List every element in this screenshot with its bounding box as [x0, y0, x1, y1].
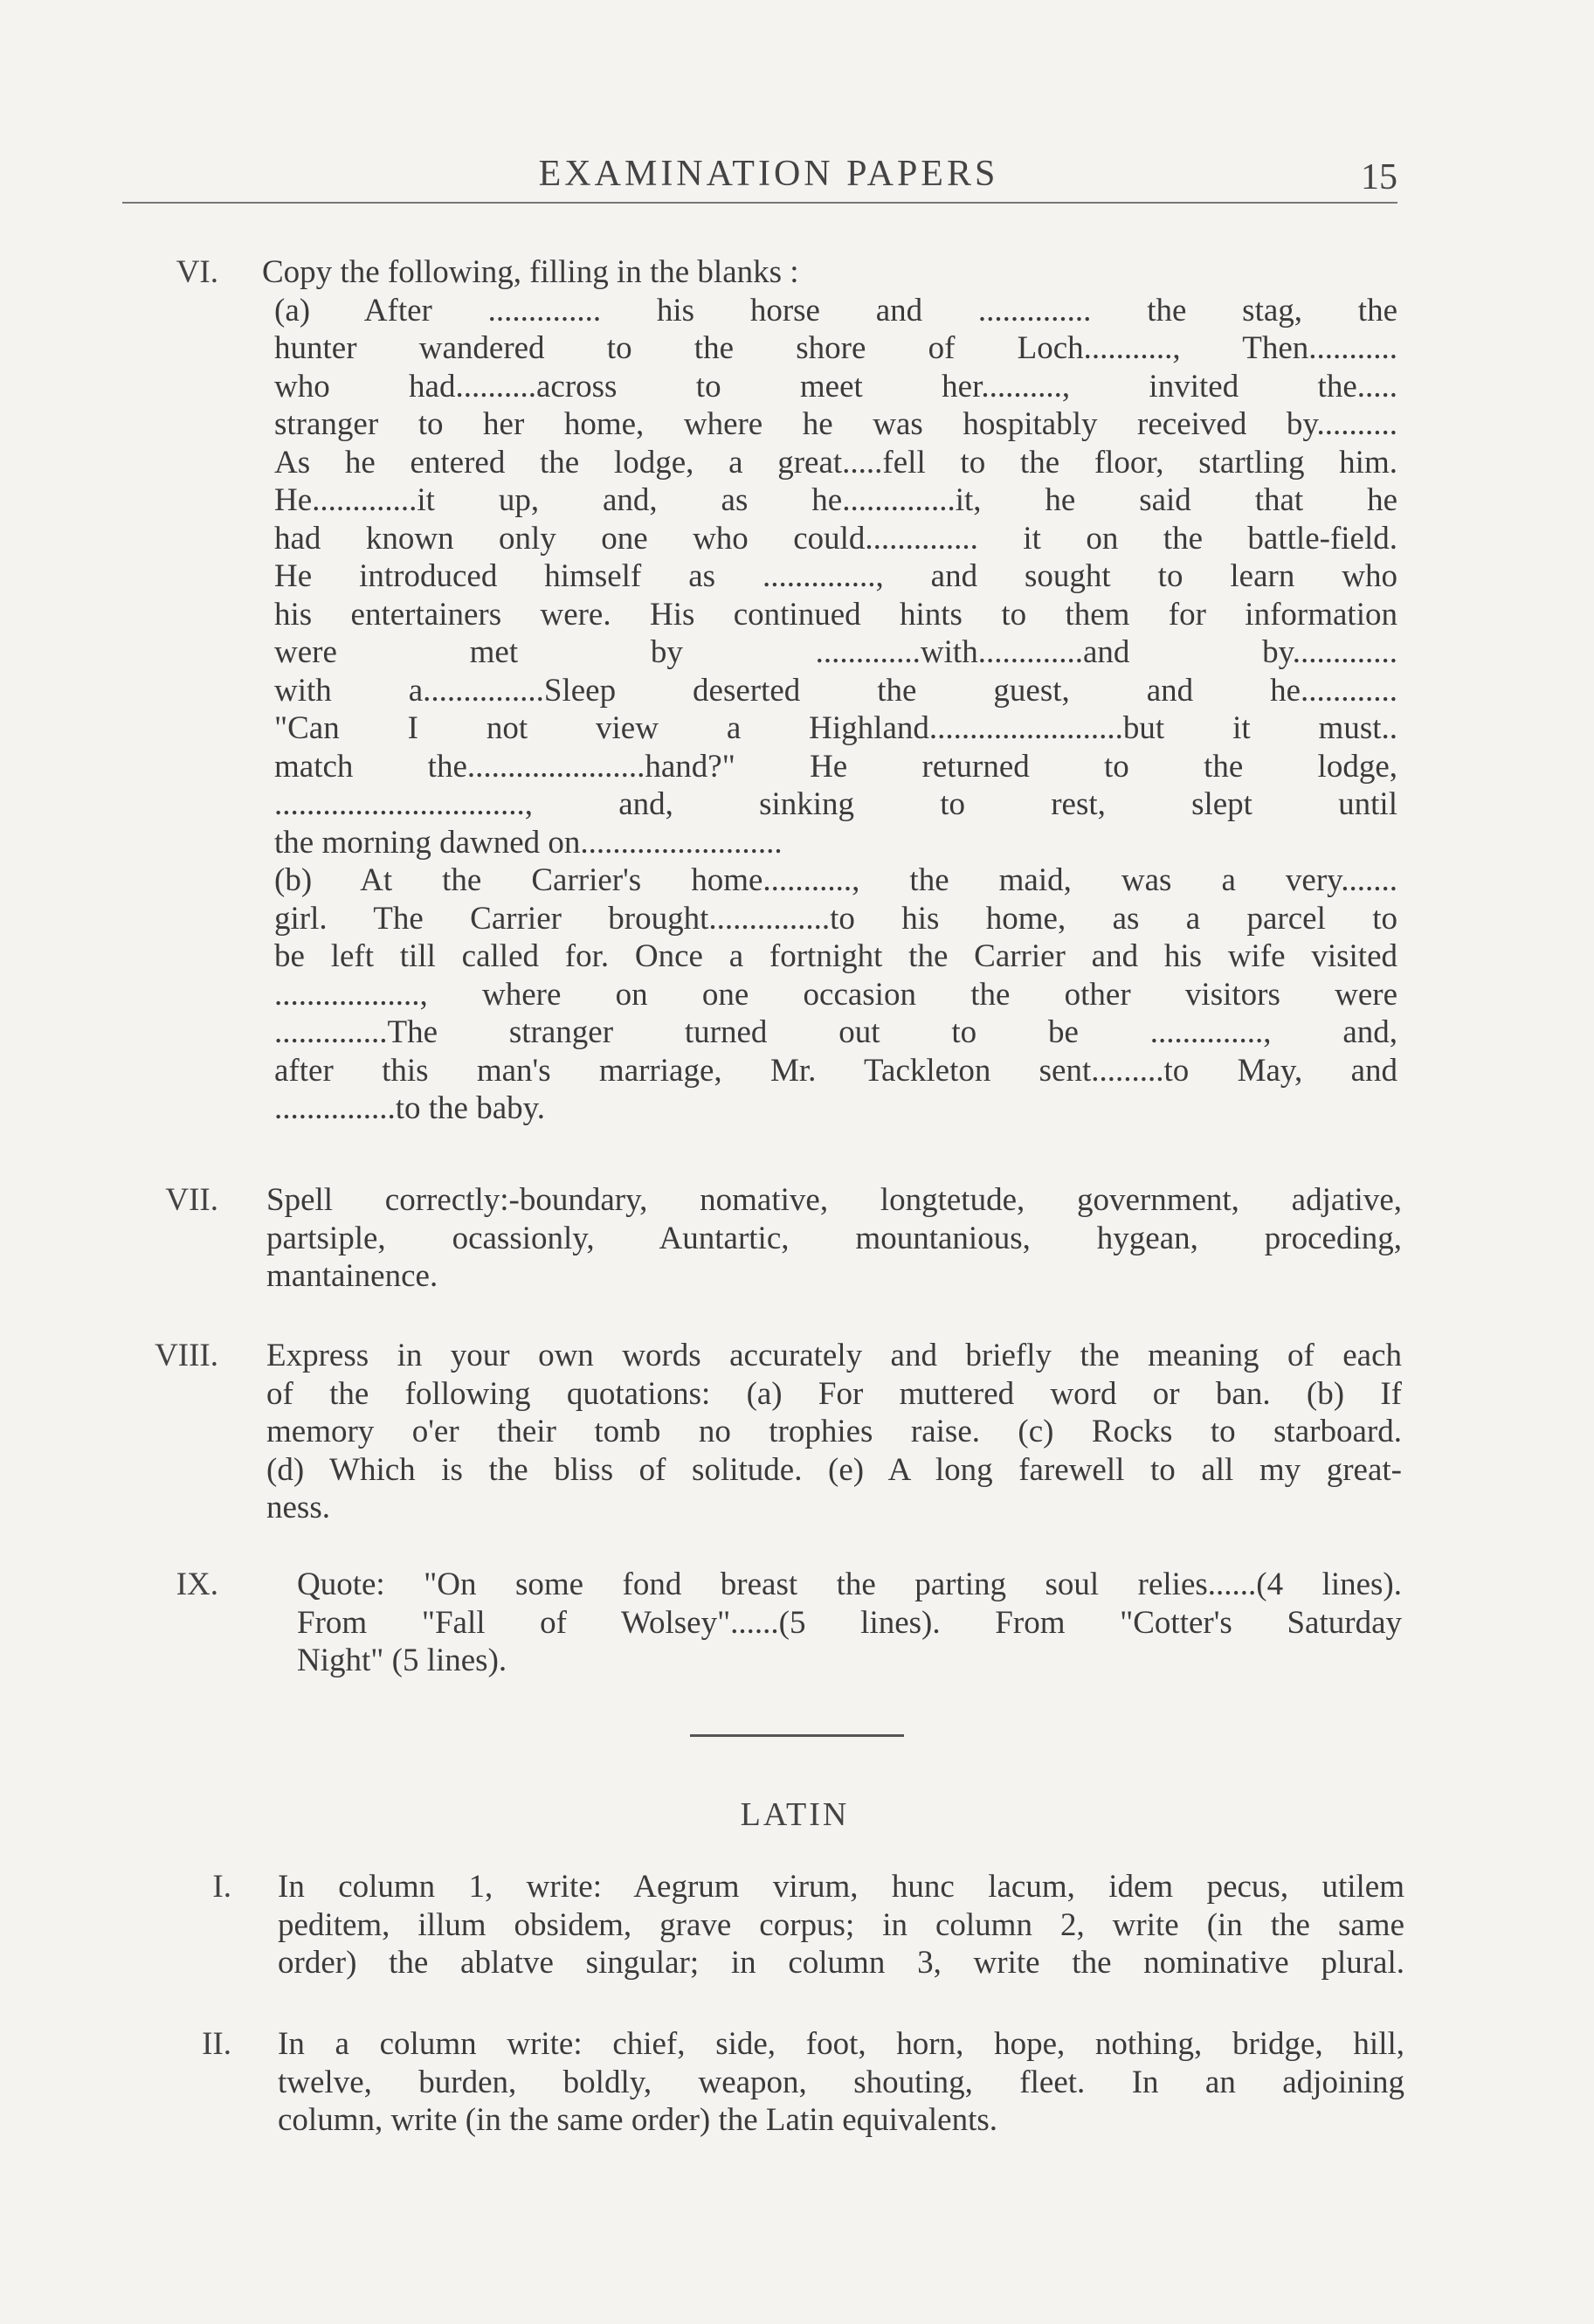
text-line: peditem, illum obsidem, grave corpus; in column 2, write (in the same [278, 1906, 1404, 1943]
question-vi-part-b [274, 861, 1397, 1128]
text-line: partsiple, ocassionly, Auntartic, mountanious, hygean, proceding, [266, 1220, 1402, 1256]
text-line: "Can I not view a Highland........................but it must.. [274, 710, 1397, 746]
text-line: stranger to her home, where he was hospitably received by.......... [274, 406, 1397, 442]
text-line: ness. [266, 1490, 330, 1525]
question-vi [262, 253, 1397, 1128]
question-number-ix: IX. [176, 1567, 218, 1602]
text-line: be left till called for. Once a fortnight the Carrier and his wife visited [274, 938, 1397, 974]
text-line: column, write (in the same order) the Latin equivalents. [278, 2102, 998, 2138]
text-line: Night" (5 lines). [297, 1643, 507, 1678]
text-line: match the......................hand?" He returned to the lodge, [274, 748, 1397, 785]
text-line: He introduced himself as .............., and sought to learn who [274, 558, 1397, 594]
latin-question-number-i: I. [212, 1869, 231, 1905]
text-line: girl. The Carrier brought...............to his home, as a parcel to [274, 900, 1397, 937]
latin-question-ii [278, 2025, 1404, 2140]
text-line: He.............it up, and, as he..............it, he said that he [274, 482, 1397, 518]
text-line: (d) Which is the bliss of solitude. (e) A long farewell to all my great- [266, 1451, 1402, 1488]
text-line: Spell correctly:-boundary, nomative, longtetude, government, adjative, [266, 1182, 1402, 1218]
text-line: with a...............Sleep deserted the guest, and he............ [274, 672, 1397, 709]
text-line: had known only one who could.............. it on the battle-field. [274, 520, 1397, 557]
section-title-latin: LATIN [740, 1796, 850, 1833]
text-line: In a column write: chief, side, foot, horn, hope, nothing, bridge, hill, [278, 2026, 1404, 2062]
text-line: his entertainers were. His continued hints to them for information [274, 596, 1397, 633]
latin-question-i [278, 1868, 1404, 1982]
question-number-vi: VI. [176, 254, 218, 290]
question-viii [266, 1337, 1402, 1527]
text-line: memory o'er their tomb no trophies raise. (c) Rocks to starboard. [266, 1414, 1402, 1449]
text-line: As he entered the lodge, a great.....fell to the floor, startling him. [274, 444, 1397, 481]
text-line: order) the ablatve singular; in column 3, write the nominative plural. [278, 1945, 1404, 1981]
running-title: EXAMINATION PAPERS [538, 154, 999, 194]
text-line: .................., where on one occasion the other visitors were [274, 976, 1397, 1013]
question-number-viii: VIII. [155, 1338, 218, 1373]
question-vi-part-a [274, 292, 1397, 862]
text-line: mantainence. [266, 1258, 438, 1294]
text-line: ..............The stranger turned out to be .............., and, [274, 1014, 1397, 1050]
section-divider [690, 1734, 904, 1737]
page-header [122, 153, 1397, 205]
question-ix [297, 1566, 1402, 1680]
text-line: From "Fall of Wolsey"......(5 lines). From "Cotter's Saturday [297, 1604, 1402, 1641]
text-line: (a) After .............. his horse and .............. the stag, the [274, 292, 1397, 329]
question-number-vii: VII. [165, 1182, 218, 1218]
question-vii [266, 1181, 1402, 1296]
text-line: In column 1, write: Aegrum virum, hunc lacum, idem pecus, utilem [278, 1869, 1404, 1905]
text-line: Express in your own words accurately and briefly the meaning of each [266, 1338, 1402, 1373]
header-rule [122, 202, 1397, 204]
text-line: ...............to the baby. [274, 1090, 546, 1126]
text-line: (b) At the Carrier's home..........., the maid, was a very....... [274, 862, 1397, 898]
page-number: 15 [1361, 157, 1397, 197]
text-line: Quote: "On some fond breast the parting soul relies......(4 lines). [297, 1567, 1402, 1602]
question-vi-intro: Copy the following, filling in the blanks : [262, 254, 799, 290]
text-line: ..............................., and, sinking to rest, slept until [274, 786, 1397, 822]
text-line: the morning dawned on......................... [274, 824, 783, 861]
text-line: after this man's marriage, Mr. Tackleton sent.........to May, and [274, 1052, 1397, 1089]
text-line: who had..........across to meet her.........., invited the..... [274, 368, 1397, 405]
text-line: were met by .............with.............and by............. [274, 634, 1397, 670]
text-line: of the following quotations: (a) For muttered word or ban. (b) If [266, 1375, 1402, 1412]
text-line: twelve, burden, boldly, weapon, shouting, fleet. In an adjoining [278, 2064, 1404, 2100]
text-line: hunter wandered to the shore of Loch..........., Then........... [274, 330, 1397, 366]
latin-question-number-ii: II. [202, 2026, 231, 2062]
